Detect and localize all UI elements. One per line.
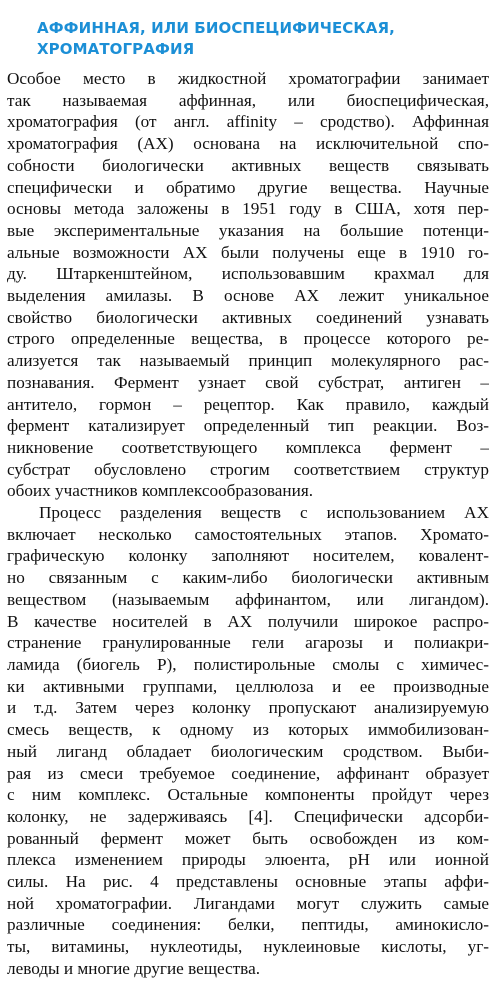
paragraph-line: основы метода заложены в 1951 году в США, хотя пер- — [7, 199, 489, 219]
paragraph-line: различные соединения: белки, пептиды, аминокисло- — [7, 915, 489, 935]
paragraph-line: ду. Штаркенштейном, использовавшим крахмал для — [7, 264, 489, 284]
heading-line: АФФИННАЯ, ИЛИ БИОСПЕЦИФИЧЕСКАЯ, — [37, 19, 395, 37]
paragraph-line: плекса изменением природы элюента, рН или ионной — [7, 850, 489, 870]
heading-line: ХРОМАТОГРАФИЯ — [37, 40, 195, 58]
paragraph-line: никновение соответствующего комплекса фермент – — [7, 437, 489, 457]
paragraph-line: колонку, не задерживаясь [4]. Специфически адсорби- — [7, 806, 489, 826]
paragraph-line: и т.д. Затем через колонку пропускают анализируемую — [7, 698, 489, 718]
paragraph-line: ламида (биогель Р), полистирольные смолы с химичес- — [7, 654, 489, 674]
paragraph-line: включает несколько самостоятельных этапов. Хромато- — [7, 524, 489, 544]
paragraph-line: ты, витамины, нуклеотиды, нуклеиновые кислоты, уг- — [7, 937, 489, 957]
paragraph-line: В качестве носителей в АХ получили широкое распро- — [7, 611, 489, 631]
paragraph-line: ализуется так называемый принцип молекулярного рас- — [7, 351, 489, 371]
paragraph-line: строго определенные вещества, в процессе которого ре- — [7, 329, 489, 349]
paragraph-line: ки активными группами, целлюлоза и ее производные — [7, 676, 489, 696]
paragraph-line: графическую колонку заполняют носителем, ковалент- — [7, 546, 489, 566]
paragraph-line: леводы и многие другие вещества. — [7, 958, 260, 978]
paragraph-line: хроматография (АХ) основана на исключительной спо- — [7, 134, 489, 154]
paragraph-line: ной хроматографии. Лигандами могут служить самые — [7, 893, 489, 913]
paragraph-line: свойство биологически активных соединений узнавать — [7, 307, 489, 327]
paragraph-line: вые экспериментальные указания на большие потенци- — [7, 220, 489, 240]
paragraph-line: рая из смеси требуемое соединение, аффинант образует — [7, 763, 489, 783]
paragraph-line: собности биологически активных веществ связывать — [7, 155, 489, 175]
paragraph-line: ный лиганд обладает биологическим сродством. Выби- — [7, 741, 489, 761]
paragraph-line: познавания. Фермент узнает свой субстрат, антиген – — [7, 372, 489, 392]
paragraph-line: альные возможности АХ были получены еще в 1910 го- — [7, 242, 489, 262]
paragraph-line: силы. На рис. 4 представлены основные этапы аффи- — [7, 872, 489, 892]
paragraph-line: обоих участников комплексообразования. — [7, 481, 314, 501]
paragraph-line: веществом (называемым аффинантом, или лигандом). — [7, 589, 489, 609]
paragraph-line: субстрат обусловлено строгим соответствием структур — [7, 459, 489, 479]
paragraph-1 — [7, 68, 489, 502]
paragraph-2 — [7, 502, 489, 979]
paragraph-line: с ним комплекс. Остальные компоненты пройдут через — [7, 785, 489, 805]
paragraph-line: хроматография (от англ. affinity – сродство). Аффинная — [7, 112, 489, 132]
paragraph-line: Процесс разделения веществ с использованием АХ — [39, 503, 489, 523]
paragraph-line: смесь веществ, к одному из которых иммобилизован- — [7, 720, 489, 740]
paragraph-line: выделения амилазы. В основе АХ лежит уникальное — [7, 286, 489, 306]
paragraph-line: но связанным с каким-либо биологически активным — [7, 568, 489, 588]
paragraph-line: фермент катализирует определенный тип реакции. Воз- — [7, 416, 489, 436]
paragraph-line: рованный фермент может быть освобожден из ком- — [7, 828, 489, 848]
section-heading — [37, 18, 489, 60]
paragraph-line: так называемая аффинная, или биоспецифическая, — [7, 90, 489, 110]
paragraph-line: специфически и обратимо другие вещества. Научные — [7, 177, 489, 197]
paragraph-line: антитело, гормон – рецептор. Как правило, каждый — [7, 394, 489, 414]
paragraph-line: странение гранулированные гели агарозы и полиакри- — [7, 633, 489, 653]
paragraph-line: Особое место в жидкостной хроматографии занимает — [7, 69, 489, 88]
